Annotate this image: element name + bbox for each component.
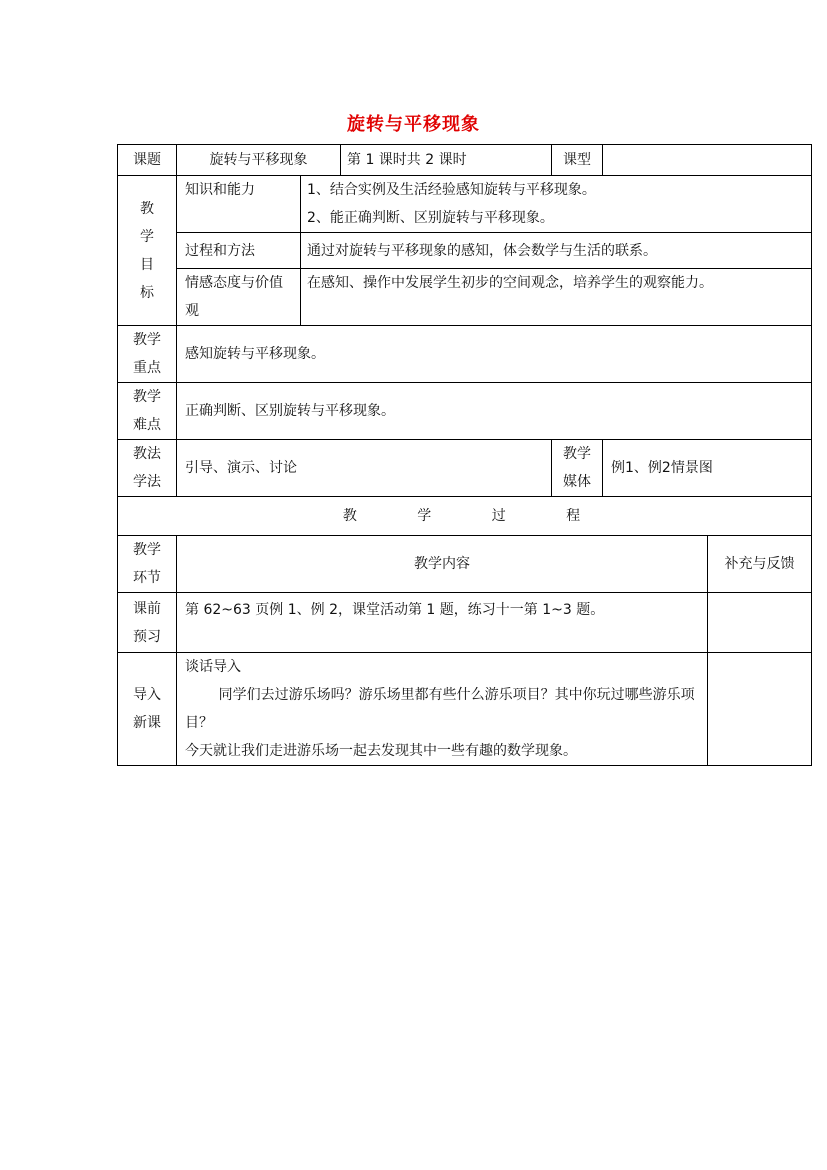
process-heading: 教 学 过 程 [118, 497, 812, 536]
key-point-row [118, 326, 812, 383]
goal-name: 情感态度与价值观 [177, 269, 301, 326]
lesson-type-label: 课型 [552, 145, 603, 176]
goal-row-process [118, 233, 812, 269]
goal-line: 在感知、操作中发展学生初步的空间观念，培养学生的观察能力。 [307, 275, 713, 291]
key-point-value: 感知旋转与平移现象。 [177, 326, 812, 383]
topic-value: 旋转与平移现象 [177, 145, 341, 176]
goal-line: 2、能正确判断、区别旋转与平移现象。 [307, 210, 554, 226]
topic-row [118, 145, 812, 176]
goal-row-attitude [118, 269, 812, 326]
process-heading-row [118, 497, 812, 536]
stage-notes [708, 653, 812, 766]
difficulty-row [118, 383, 812, 440]
methods-label: 教法学法 [118, 440, 177, 497]
period-text: 第 1 课时共 2 课时 [341, 145, 552, 176]
difficulty-value: 正确判断、区别旋转与平移现象。 [177, 383, 812, 440]
content-header: 教学内容 [177, 536, 708, 593]
stage-row-preview [118, 593, 812, 653]
goal-content [301, 269, 812, 326]
stage-line: 谈话导入 [185, 659, 241, 675]
stage-name: 导入新课 [118, 653, 177, 766]
stage-content [177, 593, 708, 653]
lesson-plan-table [117, 144, 812, 766]
methods-row [118, 440, 812, 497]
goal-name: 知识和能力 [177, 176, 301, 233]
media-label: 教学媒体 [552, 440, 603, 497]
stage-line: 今天就让我们走进游乐场一起去发现其中一些有趣的数学现象。 [185, 743, 577, 759]
stage-header: 教学环节 [118, 536, 177, 593]
notes-header: 补充与反馈 [708, 536, 812, 593]
goal-line: 通过对旋转与平移现象的感知，体会数学与生活的联系。 [307, 242, 657, 259]
goals-label-text: 教学目标 [140, 200, 154, 301]
lesson-type-value [603, 145, 812, 176]
goals-label [118, 176, 177, 326]
stage-line: 第 62~63 页例 1、例 2，课堂活动第 1 题，练习十一第 1~3 题。 [185, 602, 605, 618]
topic-label: 课题 [118, 145, 177, 176]
stage-notes [708, 593, 812, 653]
goal-line: 1、结合实例及生活经验感知旋转与平移现象。 [307, 182, 596, 198]
stage-row-intro [118, 653, 812, 766]
stage-content [177, 653, 708, 766]
key-point-label: 教学重点 [118, 326, 177, 383]
goal-content [301, 176, 812, 233]
process-header-row [118, 536, 812, 593]
difficulty-label: 教学难点 [118, 383, 177, 440]
stage-name: 课前预习 [118, 593, 177, 653]
stage-line: 同学们去过游乐场吗？游乐场里都有些什么游乐项目？其中你玩过哪些游乐项目？ [185, 687, 695, 731]
goal-name: 过程和方法 [177, 233, 301, 269]
media-value: 例1、例2情景图 [603, 440, 812, 497]
document-title: 旋转与平移现象 [347, 114, 480, 135]
goal-row-knowledge [118, 176, 812, 233]
goal-content [301, 233, 812, 269]
methods-value: 引导、演示、讨论 [177, 440, 552, 497]
